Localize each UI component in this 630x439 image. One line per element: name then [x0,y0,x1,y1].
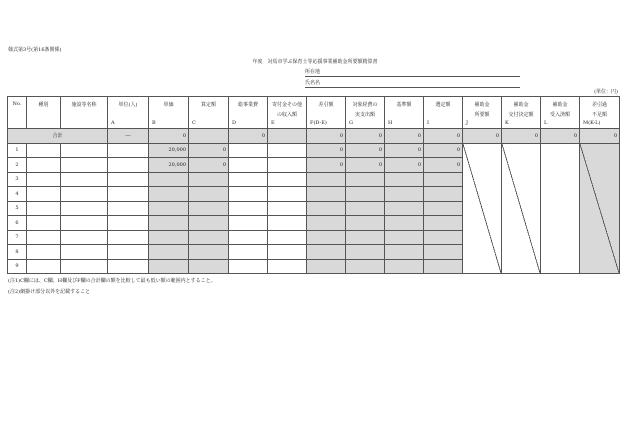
value-cell [307,216,346,231]
column-header-label: 補助金 [552,102,568,108]
value-cell [189,216,229,231]
row-number: 1 [8,143,27,158]
value-cell[interactable] [229,143,268,158]
column-header [189,97,229,129]
value-cell[interactable] [229,158,268,173]
facility-name-cell[interactable] [61,143,108,158]
value-cell [307,230,346,245]
column-header [580,97,620,129]
subsidy-decided-cell [502,143,541,274]
value-cell [424,216,463,231]
facility-name-cell[interactable] [61,259,108,274]
column-header-label: 総事業費 [237,102,258,108]
value-cell [385,245,424,260]
type-cell[interactable] [27,143,61,158]
document-title: 年度 対馬市学ぶ保育士等応援事業補助金所要額精算書 [252,59,378,65]
facility-name-cell[interactable] [61,245,108,260]
value-cell [149,259,189,274]
value-cell: 0 [346,158,385,173]
address-label: 所在地 [305,69,321,75]
value-cell [385,172,424,187]
value-cell [346,187,385,202]
column-code: B [152,120,156,126]
column-code: K [505,120,509,126]
column-header-label: 種別 [38,102,49,108]
type-cell[interactable] [27,201,61,216]
subsidy-received-cell[interactable] [541,143,580,274]
facility-name-cell[interactable] [61,230,108,245]
value-cell [189,230,229,245]
name-field[interactable] [305,79,520,88]
facility-name-cell[interactable] [61,172,108,187]
total-cell: 0 [424,129,463,144]
units-cell[interactable] [108,172,149,187]
name-label: 氏名名 [305,80,321,86]
column-header [229,97,268,129]
column-code: D [232,120,237,126]
value-cell [346,230,385,245]
value-cell [149,230,189,245]
value-cell: 0 [307,143,346,158]
units-cell[interactable] [108,143,149,158]
total-cell: 0 [229,129,268,144]
value-cell [346,259,385,274]
column-header-label: 単位(人) [118,102,138,108]
value-cell[interactable] [229,216,268,231]
column-code: I [427,120,429,126]
facility-name-cell[interactable] [61,158,108,173]
value-cell [385,187,424,202]
value-cell [385,259,424,274]
value-cell [149,187,189,202]
column-header-sublabel: の収入額 [276,112,297,118]
row-number: 2 [8,158,27,173]
row-number: 5 [8,201,27,216]
units-cell[interactable] [108,201,149,216]
note-2: (注2)網掛け部分以外を記載すること [8,289,91,295]
total-cell: 0 [580,129,620,144]
row-number: 8 [8,245,27,260]
total-cell: ― [108,129,149,144]
value-cell[interactable] [268,216,307,231]
subsidy-required-cell [463,143,502,274]
column-header [463,97,502,129]
units-cell[interactable] [108,216,149,231]
value-cell [346,245,385,260]
column-header-label: No. [12,101,22,107]
value-cell [346,216,385,231]
column-header [268,97,307,129]
column-header-label: 補助金 [513,102,529,108]
table-header-row [8,97,620,129]
column-header [108,97,149,129]
column-header [424,97,463,129]
type-cell[interactable] [27,158,61,173]
facility-name-cell[interactable] [61,216,108,231]
value-cell [189,172,229,187]
column-header [346,97,385,129]
value-cell[interactable] [229,230,268,245]
column-header [541,97,580,129]
total-cell: 0 [541,129,580,144]
total-cell: 0 [307,129,346,144]
units-cell[interactable] [108,158,149,173]
value-cell[interactable] [268,201,307,216]
address-field[interactable] [305,68,520,77]
value-cell [307,259,346,274]
value-cell[interactable] [268,245,307,260]
note-1: (注1)C欄には、C欄、H欄及びF欄の合計欄の額を比較して最も低い額の範囲内とすること。 [8,278,216,284]
column-code: J [466,120,469,126]
value-cell: 0 [424,143,463,158]
column-header-sublabel: 所要額 [474,112,490,118]
total-cell [189,129,229,144]
value-cell [149,245,189,260]
difference-cell [580,143,620,274]
column-code: C [192,120,196,126]
value-cell: 0 [385,158,424,173]
units-cell[interactable] [108,187,149,202]
value-cell [149,172,189,187]
total-cell: 0 [346,129,385,144]
value-cell[interactable] [229,172,268,187]
units-cell[interactable] [108,245,149,260]
type-cell[interactable] [27,216,61,231]
value-cell [424,245,463,260]
total-cell [268,129,307,144]
column-header-label: 選定額 [435,102,451,108]
type-cell[interactable] [27,259,61,274]
value-cell: 20,000 [149,143,189,158]
column-header-label: 補助金 [474,102,490,108]
column-header-label: 算定額 [200,102,216,108]
column-header [27,97,61,129]
column-header-sublabel: 受入済額 [549,112,570,118]
value-cell[interactable] [268,158,307,173]
column-code: H [388,120,393,126]
column-code: G [349,120,353,126]
value-cell [149,201,189,216]
value-cell: 20,000 [149,158,189,173]
value-cell: 0 [346,143,385,158]
value-cell [346,201,385,216]
value-cell [424,230,463,245]
column-header-label: 基準額 [396,102,412,108]
value-cell [189,187,229,202]
total-cell: 0 [463,129,502,144]
type-cell[interactable] [27,245,61,260]
column-header-label: 寄付金その他 [271,102,302,108]
column-header-label: 対象経費の [352,102,378,108]
units-cell[interactable] [108,230,149,245]
value-cell [385,230,424,245]
column-header [61,97,108,129]
column-header-label: 施設等名称 [71,102,97,108]
value-cell [424,201,463,216]
column-header-sublabel: 実支出額 [354,112,375,118]
value-cell[interactable] [268,259,307,274]
column-header [385,97,424,129]
value-cell [189,259,229,274]
column-code: E [271,120,275,126]
value-cell: 0 [307,158,346,173]
value-cell [307,187,346,202]
value-cell [307,245,346,260]
column-header-label: 差引額 [318,102,334,108]
value-cell: 0 [385,143,424,158]
value-cell[interactable] [229,259,268,274]
value-cell [307,172,346,187]
total-cell: 0 [149,129,189,144]
row-number: 4 [8,187,27,202]
column-header-label: 差引過 [591,102,607,108]
type-cell[interactable] [27,187,61,202]
facility-name-cell[interactable] [61,187,108,202]
total-cell: 0 [385,129,424,144]
value-cell[interactable] [268,143,307,158]
table-row [8,143,620,158]
value-cell [346,172,385,187]
value-cell[interactable] [229,187,268,202]
value-cell [424,187,463,202]
value-cell[interactable] [268,230,307,245]
value-cell[interactable] [268,187,307,202]
value-cell: 0 [189,143,229,158]
column-code: A [111,120,115,126]
column-header-sublabel: 不足額 [591,112,607,118]
value-cell[interactable] [229,245,268,260]
column-code: L [544,120,548,126]
value-cell [149,216,189,231]
column-header [8,97,27,129]
row-number: 3 [8,172,27,187]
column-header [502,97,541,129]
type-cell[interactable] [27,172,61,187]
units-cell[interactable] [108,259,149,274]
value-cell: 0 [424,158,463,173]
value-cell [385,201,424,216]
total-cell: 0 [502,129,541,144]
value-cell[interactable] [229,201,268,216]
facility-name-cell[interactable] [61,201,108,216]
total-label: 合計 [8,129,108,144]
settlement-table [7,96,620,274]
column-code: M(K-L) [583,120,601,126]
type-cell[interactable] [27,230,61,245]
value-cell: 0 [189,158,229,173]
value-cell [307,201,346,216]
row-number: 6 [8,216,27,231]
column-header [307,97,346,129]
column-header [149,97,189,129]
row-number: 9 [8,259,27,274]
unit-label: (単位：円) [594,89,618,95]
form-number: 様式第3号(第16条関係) [8,47,62,53]
value-cell [189,201,229,216]
value-cell[interactable] [268,172,307,187]
value-cell [189,245,229,260]
table-total-row [8,129,620,144]
column-header-sublabel: 交付決定額 [508,112,534,118]
row-number: 7 [8,230,27,245]
value-cell [424,259,463,274]
column-code: F(D-E) [310,120,327,126]
value-cell [385,216,424,231]
value-cell [424,172,463,187]
column-header-label: 単価 [163,102,174,108]
